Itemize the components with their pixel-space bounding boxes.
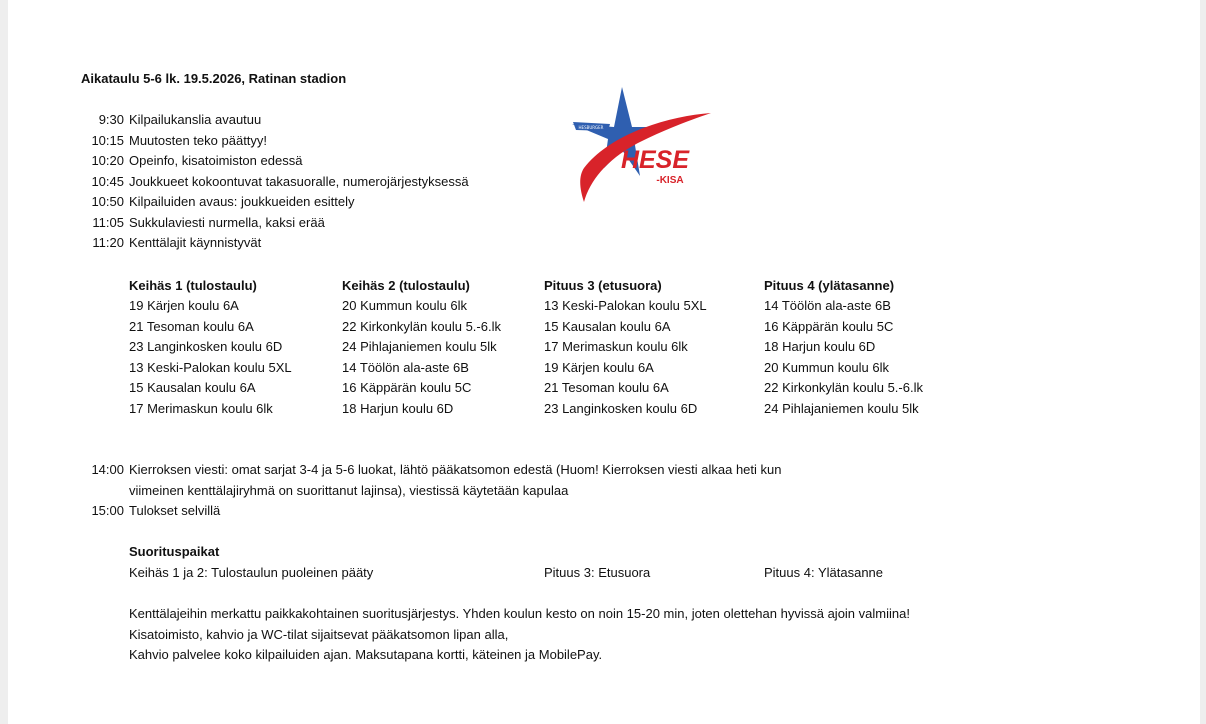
note-line: Kahvio palvelee koko kilpailuiden ajan. Maksutapana kortti, käteinen ja MobilePay.: [129, 647, 603, 662]
group-entry: 23 Langinkosken koulu 6D: [544, 400, 698, 416]
venue-long-jump-4: Pituus 4: Ylätasanne: [764, 565, 884, 580]
venue-javelin: Keihäs 1 ja 2: Tulostaulun puoleinen pääty: [129, 565, 374, 580]
group-entry: 21 Tesoman koulu 6A: [544, 380, 669, 395]
group-entry: 24 Pihlajaniemen koulu 5lk: [764, 400, 919, 416]
schedule-text: Kilpailukanslia avautuu: [129, 112, 262, 127]
logo-brand-text: HESE: [620, 146, 690, 174]
schedule-text: Sukkulaviesti nurmella, kaksi erää: [129, 215, 325, 230]
schedule-row: [81, 502, 220, 522]
group-entry: 22 Kirkonkylän koulu 5.-6.lk: [764, 380, 923, 395]
schedule-row: [81, 461, 782, 481]
group-entry: 19 Kärjen koulu 6A: [129, 298, 239, 313]
schedule-text: Joukkueet kokoontuvat takasuoralle, numerojärjestyksessä: [129, 174, 469, 189]
group-heading: Keihäs 2 (tulostaulu): [342, 278, 470, 293]
schedule-row: [81, 193, 354, 213]
group-entry: 18 Harjun koulu 6D: [342, 400, 454, 416]
schedule-time: 15:00: [91, 503, 124, 518]
schedule-text: Kilpailuiden avaus: joukkueiden esittely: [129, 194, 355, 209]
schedule-row-continuation: viimeinen kenttälajiryhmä on suorittanut lajinsa), viestissä käytetään kapulaa: [129, 483, 569, 498]
group-entry: 19 Kärjen koulu 6A: [544, 359, 654, 375]
group-entry: 22 Kirkonkylän koulu 5.-6.lk: [342, 318, 501, 334]
document-title: Aikataulu 5-6 lk. 19.5.2026, Ratinan stadion: [81, 71, 347, 86]
schedule-row: [81, 132, 267, 152]
venues-heading: Suorituspaikat: [129, 544, 220, 559]
group-column-pituus-4: [764, 277, 979, 420]
group-entry: 21 Tesoman koulu 6A: [129, 318, 254, 334]
schedule-time: 14:00: [91, 462, 124, 477]
schedule-text: Opeinfo, kisatoimiston edessä: [129, 153, 303, 168]
logo-subtitle-text: -KISA: [656, 175, 684, 186]
logo-badge-text: HESBURGER: [578, 125, 604, 130]
schedule-row: [81, 214, 325, 234]
hese-kisa-logo: [570, 84, 720, 210]
group-heading: Keihäs 1 (tulostaulu): [129, 278, 257, 293]
group-entry: 20 Kummun koulu 6lk: [342, 298, 468, 313]
group-entry: 17 Merimaskun koulu 6lk: [544, 339, 688, 354]
group-column-pituus-3: [544, 277, 759, 420]
venue-long-jump-3: Pituus 3: Etusuora: [544, 565, 651, 580]
group-entry: 15 Kausalan koulu 6A: [129, 380, 256, 395]
schedule-text: Kierroksen viesti: omat sarjat 3-4 ja 5-6 luokat, lähtö pääkatsomon edestä (Huom! Kierroksen viesti alkaa heti kun: [129, 462, 782, 477]
group-entry: 17 Merimaskun koulu 6lk: [129, 400, 273, 416]
schedule-time: 10:20: [91, 153, 124, 168]
group-entry: 16 Käppärän koulu 5C: [764, 318, 894, 334]
schedule-text: Tulokset selvillä: [129, 503, 221, 518]
group-entry: 18 Harjun koulu 6D: [764, 339, 876, 354]
group-entry: 15 Kausalan koulu 6A: [544, 318, 671, 334]
schedule-row: [81, 234, 261, 254]
note-line: Kisatoimisto, kahvio ja WC-tilat sijaitsevat pääkatsomon lipan alla,: [129, 627, 509, 642]
group-heading: Pituus 3 (etusuora): [544, 278, 662, 293]
schedule-time: 9:30: [98, 112, 124, 127]
schedule-row: [81, 152, 302, 172]
schedule-time: 10:15: [91, 133, 124, 148]
schedule-time: 11:05: [92, 215, 124, 230]
schedule-row: [81, 111, 261, 131]
group-entry: 14 Töölön ala-aste 6B: [342, 359, 469, 375]
group-entry: 14 Töölön ala-aste 6B: [764, 298, 891, 313]
schedule-time: 11:20: [92, 235, 124, 250]
schedule-text: Muutosten teko päättyy!: [129, 133, 268, 148]
schedule-time: 10:50: [91, 194, 124, 209]
group-entry: 13 Keski-Palokan koulu 5XL: [544, 298, 707, 313]
group-entry: 13 Keski-Palokan koulu 5XL: [129, 359, 292, 375]
group-column-keihas-2: [342, 277, 557, 420]
group-entry: 16 Käppärän koulu 5C: [342, 380, 472, 395]
group-entry: 20 Kummun koulu 6lk: [764, 359, 890, 375]
schedule-time: 10:45: [91, 174, 124, 189]
group-entry: 23 Langinkosken koulu 6D: [129, 339, 283, 354]
schedule-row: [81, 173, 469, 193]
group-heading: Pituus 4 (ylätasanne): [764, 278, 895, 293]
schedule-text: Kenttälajit käynnistyvät: [129, 235, 262, 250]
note-line: Kenttälajeihin merkattu paikkakohtainen suoritusjärjestys. Yhden koulun kesto on noin 15-20 min, joten olettehan hyvissä ajoin valmiina!: [129, 606, 910, 621]
group-column-keihas-1: [129, 277, 344, 420]
group-entry: 24 Pihlajaniemen koulu 5lk: [342, 339, 497, 354]
